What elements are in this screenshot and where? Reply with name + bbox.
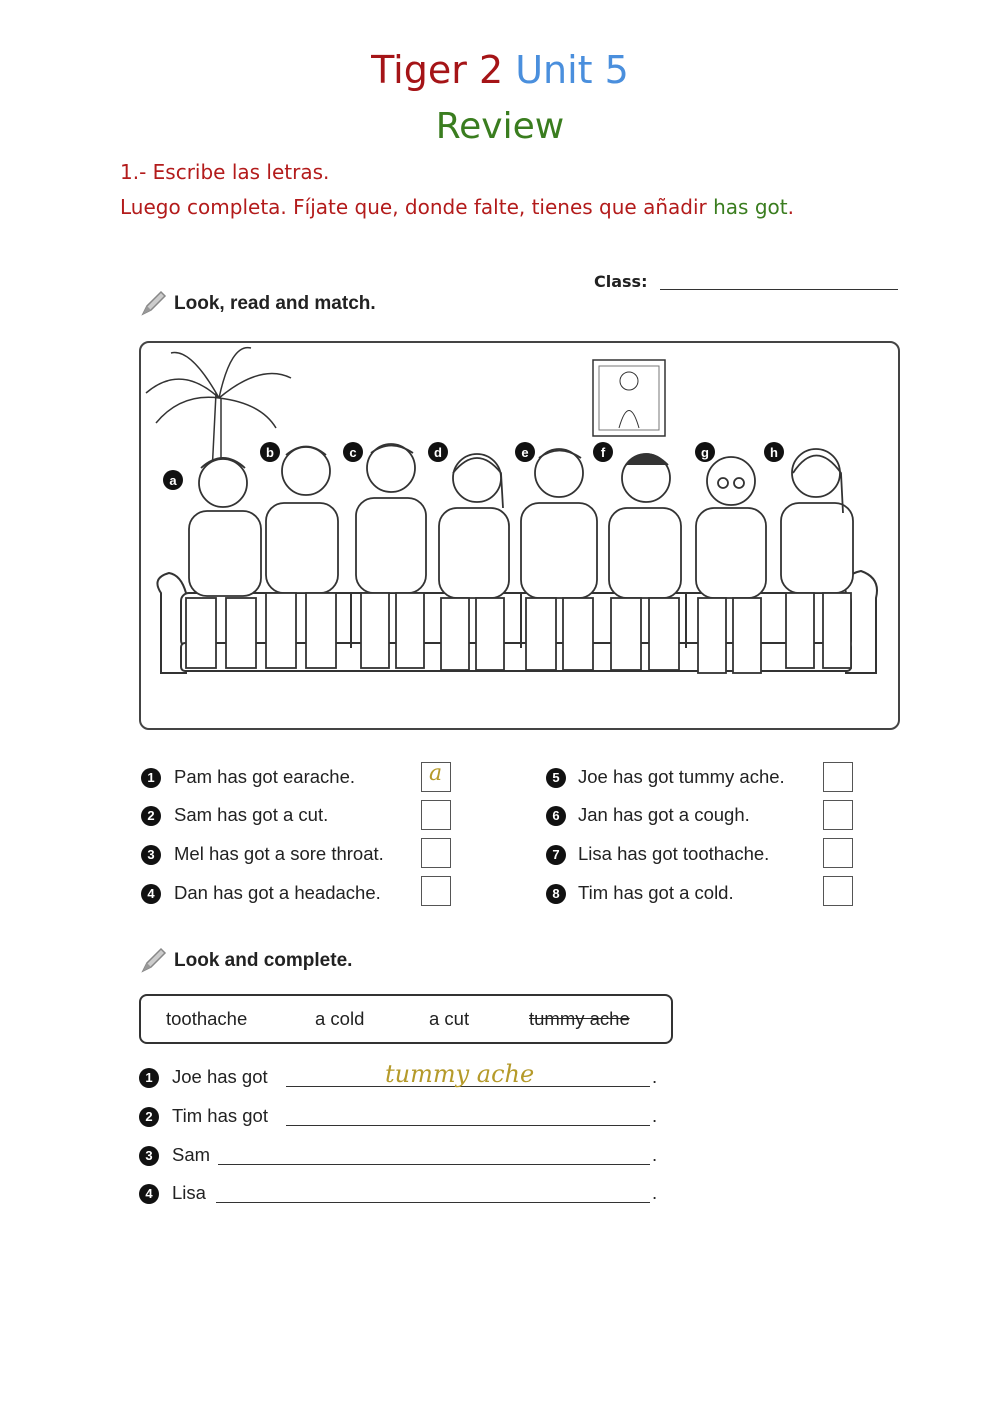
item-number: 5	[546, 768, 566, 788]
word-bank-item: a cut	[429, 1008, 470, 1029]
answer-box[interactable]	[421, 876, 451, 906]
match-sentence: Sam has got a cut.	[174, 804, 329, 825]
letter-c: c	[349, 445, 357, 460]
answer-box[interactable]	[823, 762, 853, 792]
letter-e: e	[521, 445, 529, 460]
item-number: 1	[141, 768, 161, 788]
sentence-prefix: Sam	[172, 1144, 211, 1165]
letter-f: f	[600, 445, 606, 460]
word-bank-item: a cold	[315, 1008, 365, 1029]
pencil-icon	[139, 945, 169, 975]
pencil-icon	[139, 288, 169, 318]
item-number: 4	[139, 1184, 159, 1204]
answer-line[interactable]	[286, 1125, 650, 1126]
answer-box[interactable]	[421, 762, 451, 792]
answer-box[interactable]	[823, 800, 853, 830]
instruction-2-text: Luego completa. Fíjate que, donde falte, tienes que añadir	[120, 195, 707, 219]
title-unit: Unit 5	[515, 48, 629, 92]
anatomy-poster-icon	[593, 360, 665, 436]
instruction-1: 1.- Escribe las letras.	[120, 160, 330, 184]
match-sentence: Joe has got tummy ache.	[578, 766, 785, 787]
item-number: 8	[546, 884, 566, 904]
section-1-heading: Look, read and match.	[174, 293, 376, 314]
word-bank-item-used: tummy ache	[529, 1008, 630, 1029]
answer-box[interactable]	[823, 876, 853, 906]
item-number: 1	[139, 1068, 159, 1088]
answer-text: a	[429, 761, 443, 786]
sentence-end: .	[652, 1105, 658, 1126]
class-field[interactable]	[660, 289, 898, 290]
word-bank-item: toothache	[166, 1008, 248, 1029]
sofa-scene-drawing	[141, 343, 898, 728]
match-sentence: Jan has got a cough.	[578, 804, 750, 825]
illustration-children-on-sofa	[139, 341, 900, 730]
answer-box[interactable]	[421, 800, 451, 830]
letter-b: b	[266, 445, 274, 460]
sentence-end: .	[652, 1066, 658, 1087]
item-number: 7	[546, 845, 566, 865]
letter-g: g	[701, 445, 709, 460]
letter-a: a	[169, 473, 177, 488]
class-label: Class:	[594, 272, 648, 291]
instruction-2-highlight: has got	[713, 195, 788, 219]
letter-d: d	[434, 445, 442, 460]
sentence-end: .	[652, 1144, 658, 1165]
title-tiger: Tiger 2	[371, 48, 504, 92]
sentence-prefix: Lisa	[172, 1182, 206, 1203]
section-2-heading: Look and complete.	[174, 950, 353, 971]
answer-line[interactable]	[216, 1202, 650, 1203]
match-sentence: Mel has got a sore throat.	[174, 843, 384, 864]
page-subtitle: Review	[435, 106, 565, 147]
answer-line[interactable]	[218, 1164, 650, 1165]
page-title	[0, 48, 1000, 92]
sentence-prefix: Joe has got	[172, 1066, 268, 1087]
match-sentence: Tim has got a cold.	[578, 882, 734, 903]
answer-box[interactable]	[421, 838, 451, 868]
instruction-2-end: .	[787, 195, 794, 219]
instruction-2	[120, 195, 794, 219]
word-bank	[139, 994, 673, 1044]
match-sentence: Pam has got earache.	[174, 766, 355, 787]
item-number: 3	[141, 845, 161, 865]
match-sentence: Dan has got a headache.	[174, 882, 381, 903]
match-sentence: Lisa has got toothache.	[578, 843, 770, 864]
item-number: 2	[139, 1107, 159, 1127]
letter-h: h	[770, 445, 778, 460]
item-number: 6	[546, 806, 566, 826]
item-number: 3	[139, 1146, 159, 1166]
answer-text: tummy ache	[385, 1060, 535, 1088]
sentence-prefix: Tim has got	[172, 1105, 268, 1126]
item-number: 4	[141, 884, 161, 904]
answer-box[interactable]	[823, 838, 853, 868]
item-number: 2	[141, 806, 161, 826]
sentence-end: .	[652, 1182, 658, 1203]
